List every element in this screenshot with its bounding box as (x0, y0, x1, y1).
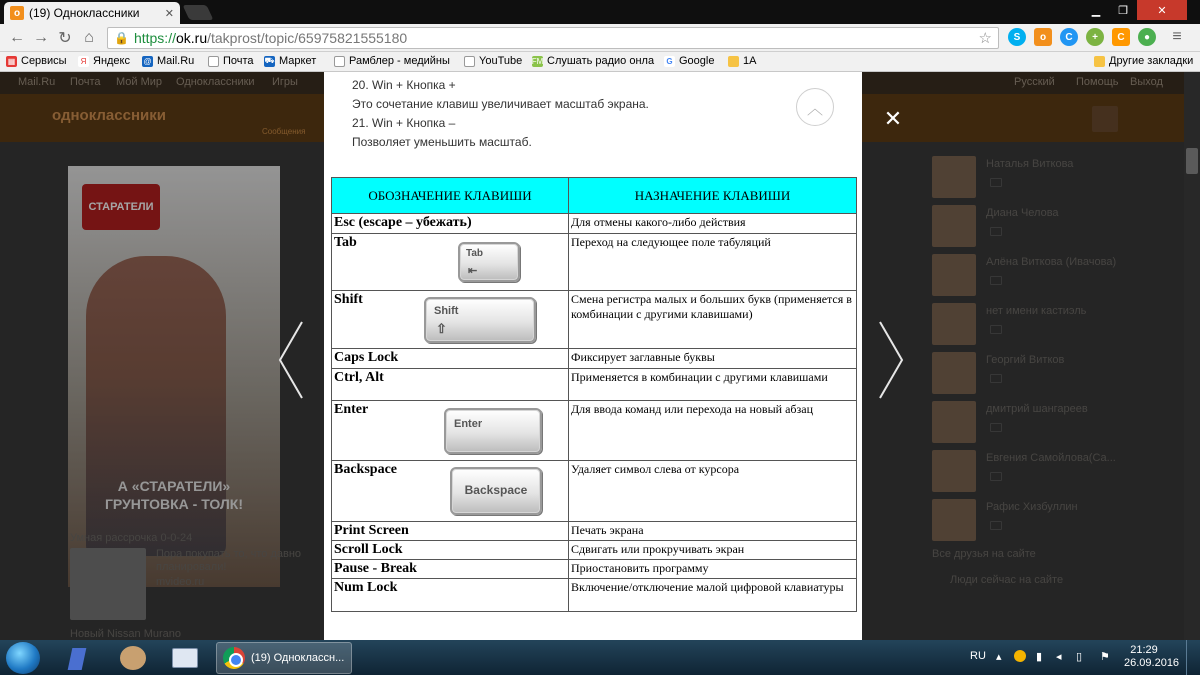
skype-icon[interactable]: S (1008, 28, 1026, 46)
key-name: Print Screen (332, 522, 569, 541)
bookmark-market[interactable]: ⛟ Маркет (264, 55, 317, 67)
key-name: Enter (334, 402, 369, 417)
key-description: Для отмены какого-либо действия (569, 214, 857, 234)
odnoklassniki-icon[interactable]: о (1034, 28, 1052, 46)
shift-arrow-icon: ⇧ (436, 321, 447, 336)
bookmark-google[interactable]: G Google (664, 55, 714, 67)
table-row (332, 461, 857, 522)
folder-icon (1094, 56, 1105, 67)
odnoklassniki-favicon-icon: о (10, 6, 24, 20)
friend-item[interactable]: Алёна Виткова (Ивачова) (930, 254, 1166, 300)
promo-title-2[interactable]: Новый Nissan Murano (70, 628, 181, 640)
address-bar[interactable] (107, 27, 999, 49)
key-name: Tab (334, 235, 357, 250)
table-row (332, 349, 857, 369)
key-description: Применяется в комбинации с другими клавишами (569, 369, 857, 401)
key-name: Scroll Lock (332, 541, 569, 560)
text-line: Это сочетание клавиш увеличивает масштаб экрана. (352, 97, 649, 111)
new-tab-button[interactable] (183, 5, 214, 20)
back-button[interactable]: ← (9, 29, 25, 46)
key-name: Pause - Break (332, 560, 569, 579)
clock-time: 21:29 (1130, 644, 1158, 656)
keys-table (331, 177, 857, 612)
nav-logout[interactable]: Выход (1130, 76, 1163, 88)
ad-headline: А «СТАРАТЕЛИ» (117, 478, 231, 494)
cart-icon: ⛟ (264, 56, 275, 65)
browser-tab[interactable] (4, 2, 180, 24)
nav-pochta[interactable]: Почта (70, 76, 101, 88)
table-row (332, 541, 857, 560)
lock-icon: 🔒 (114, 31, 129, 45)
scrollbar-thumb[interactable] (1186, 148, 1198, 174)
key-description: Переход на следующее поле табуляций (569, 234, 857, 291)
enter-key-image (444, 408, 542, 454)
flag-icon[interactable]: ⚑ (1100, 651, 1110, 663)
table-row (332, 369, 857, 401)
browser-toolbar (0, 24, 1200, 52)
key-description: Сдвигать или прокручивать экран (569, 541, 857, 560)
url-host: ok.ru (175, 30, 208, 46)
key-description: Печать экрана (569, 522, 857, 541)
clock-date: 26.09.2016 (1124, 657, 1180, 669)
tray-up-arrow-icon[interactable]: ▴ (996, 651, 1002, 663)
bookmarks-bar (0, 52, 1200, 72)
key-name: Shift (334, 292, 363, 307)
other-bookmarks[interactable]: Другие закладки (1094, 55, 1193, 67)
key-description: Включение/отключение малой цифровой клавиатуры (569, 579, 857, 612)
table-row (332, 522, 857, 541)
table-header: ОБОЗНАЧЕНИЕ КЛАВИШИ (332, 178, 569, 214)
tab-strip (0, 0, 1200, 24)
key-description: Приостановить программу (569, 560, 857, 579)
key-name: Ctrl, Alt (332, 369, 569, 401)
keycap-label: Backspace (464, 483, 528, 497)
nav-games[interactable]: Игры (272, 76, 298, 88)
bookmark-star-icon[interactable]: ☆ (978, 30, 992, 47)
key-name: Esc (escape – убежать) (332, 214, 569, 234)
ad-brand-logo: СТАРАТЕЛИ (82, 184, 160, 230)
speaker-icon[interactable]: ◂ (1056, 651, 1062, 663)
friend-item[interactable]: Рафис Хизбуллин (930, 499, 1166, 545)
notepad-pen-icon[interactable] (60, 644, 96, 672)
lightbox-panel (324, 72, 862, 640)
taskbar-chrome-window[interactable] (216, 642, 352, 674)
tab-arrow-icon: ⇤ (468, 265, 478, 277)
bookmark-radio[interactable]: FM Слушать радио онла (531, 55, 655, 67)
table-row (332, 560, 857, 579)
chevron-up-icon: ︿ (806, 100, 823, 118)
apps-grid-icon: ▦ (7, 56, 16, 66)
keycap-label: Enter (454, 418, 483, 430)
ok-logo[interactable]: одноклассники (52, 107, 166, 124)
shift-key-image (424, 297, 536, 343)
extension-badge-icon[interactable]: C (1112, 28, 1130, 46)
table-header-row (332, 178, 857, 214)
table-row (332, 401, 857, 461)
friend-item[interactable]: Георгий Витков (930, 352, 1166, 398)
backspace-key-image (450, 467, 542, 515)
tray-app-icon[interactable] (1014, 650, 1026, 662)
mailru-icon: @ (143, 56, 152, 66)
key-description: Удаляет символ слева от курсора (569, 461, 857, 522)
text-line: Позволяет уменьшить масштаб. (352, 135, 532, 149)
friend-item[interactable]: Диана Челова (930, 205, 1166, 251)
page-icon (334, 56, 345, 67)
fm-icon: FM (531, 56, 544, 66)
network-signal-icon[interactable]: ▮ (1036, 651, 1043, 663)
bookmark-services[interactable]: ▦ Сервисы (7, 55, 67, 67)
table-row (332, 234, 857, 291)
table-row (332, 291, 857, 349)
folder-icon (728, 56, 739, 67)
scroll-up-button[interactable] (796, 88, 834, 126)
table-header: НАЗНАЧЕНИЕ КЛАВИШИ (569, 178, 857, 214)
close-window-button[interactable]: ✕ (1137, 0, 1187, 20)
taskbar (0, 640, 1200, 675)
people-online-link[interactable]: Люди сейчас на сайте (950, 574, 1064, 586)
menu-icon[interactable]: ≡ (1172, 28, 1182, 45)
start-button[interactable] (6, 642, 40, 674)
battery-icon[interactable]: ▯ (1076, 651, 1083, 663)
nav-language[interactable]: Русский (1014, 76, 1055, 88)
bookmark-pochta[interactable]: Почта (208, 55, 254, 67)
key-description: Для ввода команд или перехода на новый абзац (569, 401, 857, 461)
previous-arrow-icon[interactable] (276, 318, 306, 402)
reload-button[interactable]: ↻ (58, 30, 72, 47)
tab-key-image (458, 242, 520, 282)
yandex-icon: Я (78, 56, 89, 67)
nav-mailru[interactable]: Mail.Ru (18, 76, 56, 88)
key-name: Num Lock (332, 579, 569, 612)
friend-item[interactable]: нет имени кастиэль (930, 303, 1166, 349)
key-name: Caps Lock (332, 349, 569, 369)
text-line: 20. Win + Кнопка + (352, 78, 456, 92)
friend-item[interactable]: дмитрий шангареев (930, 401, 1166, 447)
friend-item[interactable]: Евгения Самойлова(Са... (930, 450, 1166, 496)
bookmark-yandex[interactable]: Я Яндекс (78, 55, 130, 67)
nav-moy-mir[interactable]: Мой Мир (116, 76, 163, 88)
forward-button[interactable]: → (33, 29, 49, 46)
promo-title[interactable]: Умная рассрочка 0-0-24 (70, 532, 193, 544)
home-button[interactable]: ⌂ (84, 29, 94, 46)
game-app-icon[interactable] (114, 644, 150, 672)
url-path: /takprost/topic/65975821555180 (207, 30, 408, 46)
promo-source: mvideo.ru (156, 576, 205, 588)
page-icon (208, 56, 219, 67)
nav-help[interactable]: Помощь (1076, 76, 1119, 88)
add-extension-icon[interactable]: + (1086, 28, 1104, 46)
keycap-label: Tab (466, 248, 484, 259)
chrome-icon (223, 647, 245, 669)
bookmark-youtube[interactable]: YouTube (464, 55, 522, 67)
clock[interactable] (1124, 644, 1180, 670)
friend-item[interactable]: Наталья Виткова (930, 156, 1166, 202)
taskbar-window-title: (19) Одноклассн... (251, 652, 345, 664)
extension-icon[interactable]: C (1060, 28, 1078, 46)
maximize-button[interactable]: ❐ (1118, 4, 1128, 17)
minimize-button[interactable]: ▁ (1091, 4, 1101, 17)
tab-title: (19) Одноклассники (29, 6, 140, 20)
promo-text[interactable]: Пора покупать то, что давно планировали! (156, 548, 302, 573)
messages-label[interactable]: Сообщения (262, 127, 306, 136)
google-icon: G (664, 56, 675, 67)
close-lightbox-icon[interactable]: ✕ (883, 106, 903, 131)
table-row (332, 579, 857, 612)
tab-close-icon[interactable]: ✕ (164, 7, 174, 20)
page-scrollbar[interactable] (1184, 72, 1200, 640)
key-description: Смена регистра малых и больших букв (применяется в комбинации с другими клавишами) (569, 291, 857, 349)
table-row (332, 214, 857, 234)
bookmark-mailru[interactable]: @ Mail.Ru (143, 55, 195, 67)
page-icon (464, 56, 475, 67)
all-friends-link[interactable]: Все друзья на сайте (932, 548, 1036, 560)
key-name: Backspace (334, 462, 397, 477)
network-app-icon[interactable] (166, 644, 202, 672)
key-description: Фиксирует заглавные буквы (569, 349, 857, 369)
bookmark-1a[interactable]: 1А (728, 55, 756, 67)
bookmark-rambler[interactable]: Рамблер - медийны (334, 55, 450, 67)
show-desktop-button[interactable] (1186, 640, 1200, 675)
keycap-label: Shift (434, 305, 459, 317)
nav-odnoklassniki[interactable]: Одноклассники (176, 76, 255, 88)
extension-green-icon[interactable]: ● (1138, 28, 1156, 46)
text-line: 21. Win + Кнопка – (352, 116, 456, 130)
ad-subline: ГРУНТОВКА - ТОЛК! (105, 496, 243, 512)
language-indicator[interactable]: RU (970, 650, 986, 662)
next-arrow-icon[interactable] (876, 318, 906, 402)
url-scheme: https:// (133, 30, 176, 46)
